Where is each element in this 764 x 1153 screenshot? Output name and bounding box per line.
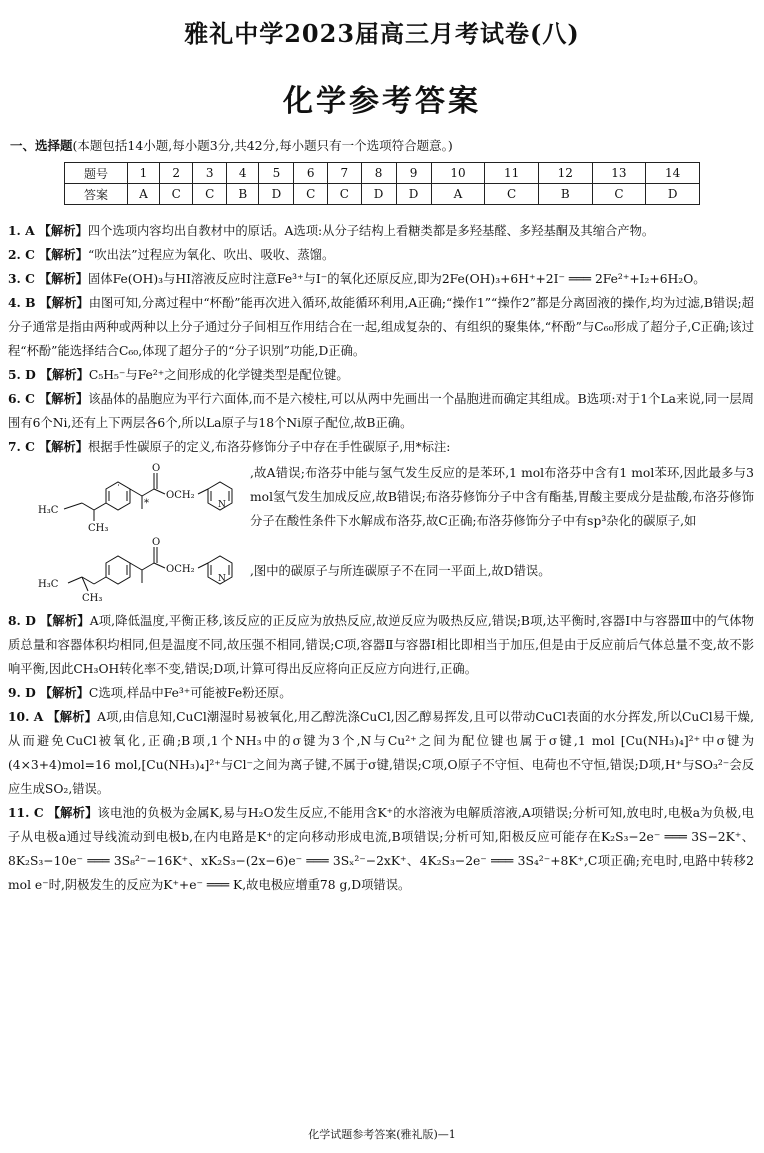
chiral-star-label: * [144, 498, 149, 509]
item-number: 9. D [8, 685, 36, 700]
answer-cell: C [592, 184, 646, 205]
row-label-question: 题号 [65, 163, 128, 184]
question-number: 2 [159, 163, 193, 184]
analysis-tag: 【解析】 [47, 709, 98, 724]
question-number: 14 [646, 163, 700, 184]
question-number: 13 [592, 163, 646, 184]
analysis-tag: 【解析】 [47, 805, 98, 820]
answer-cell: C [485, 184, 539, 205]
item-number: 4. B [8, 295, 36, 310]
ch3-label: CH₃ [82, 593, 103, 604]
question-number: 5 [259, 163, 294, 184]
item-number: 8. D [8, 613, 36, 628]
section-title: 一、选择题 [10, 138, 73, 153]
ch3-label: CH₃ [88, 523, 109, 533]
question-number: 6 [294, 163, 328, 184]
analysis-tag: 【解析】 [38, 223, 88, 238]
answer-cell: C [294, 184, 328, 205]
question-number: 9 [396, 163, 431, 184]
question-number: 11 [485, 163, 539, 184]
explanation-item [8, 219, 754, 243]
explanation-item [8, 243, 754, 267]
item-text: 固体Fe(OH)₃与HI溶液反应时注意Fe³⁺与I⁻的氧化还原反应,即为2Fe(OH)₃+6H⁺+2I⁻ ═══ 2Fe²⁺+I₂+6H₂O。 [88, 272, 706, 286]
h3c-label: H₃C [38, 579, 59, 590]
explanation-item-7 [8, 435, 754, 607]
question-number: 10 [431, 163, 485, 184]
item-text: 该电池的负极为金属K,易与H₂O发生反应,不能用含K⁺的水溶液为电解质溶液,A项错误;分析可知,放电时,电极a为负极,电子从电极a通过导线流动到电极b,在内电路是K⁺的定向移动形成电流,B项错误;分析可知,阳极反应可能存在K₂S₃−2e⁻ ═══ 3S−2K⁺、8K₂S₃−10e⁻ ═══ 3S₈²⁻−16K⁺、xK₂S₃−(2x−6)e⁻ ═══ 3Sₓ²⁻−2xK⁺、4K₂S₃−2e⁻ ═══ 3S₄²⁻+8K⁺,C项正确;充电时,电路中转移2 mol e⁻时,阴极发生的反应为K⁺+e⁻ ═══ K,故电极应增重78 g,D项错误。 [8, 806, 754, 892]
explanation-item [8, 801, 754, 897]
answer-cell: D [396, 184, 431, 205]
chemical-structure-row [8, 535, 754, 607]
svg-text:N: N [218, 500, 226, 510]
item-text: C选项,样品中Fe³⁺可能被Fe粉还原。 [88, 686, 292, 700]
page-footer: 化学试题参考答案(雅礼版)—1 [308, 1128, 456, 1141]
item-number: 5. D [8, 367, 36, 382]
item-text: “吹出法”过程应为氧化、吹出、吸收、蒸馏。 [88, 248, 335, 262]
item-number: 7. C [8, 439, 35, 454]
analysis-tag: 【解析】 [39, 685, 89, 700]
answer-explanations [8, 219, 754, 897]
ibuprofen-ester-structure-sp3 [8, 535, 246, 607]
oxygen-label: O [152, 537, 161, 548]
analysis-tag: 【解析】 [39, 367, 89, 382]
answer-cell: A [128, 184, 160, 205]
section-note: (本题包括14小题,每小题3分,共42分,每小题只有一个选项符合题意。) [72, 138, 453, 153]
item-number: 1. A [8, 223, 35, 238]
analysis-tag: 【解析】 [39, 613, 90, 628]
item-text: A项,由信息知,CuCl潮湿时易被氧化,用乙醇洗涤CuCl,因乙醇易挥发,且可以带动CuCl表面的水分挥发,所以CuCl易干燥,从而避免CuCl被氧化,正确;B项,1个NH₃中的σ键为3个,N与Cu²⁺之间为配位键也属于σ键,1 mol [Cu(NH₃)₄]²⁺中σ键为(4×3+4)mol=16 mol,[Cu(NH₃)₄]²⁺与Cl⁻之间为离子键,不属于σ键,错误;C项,O原子不守恒、电荷也不守恒,错误;D项,H⁺与SO₃²⁻会反应生成SO₂,错误。 [8, 710, 754, 796]
analysis-tag: 【解析】 [38, 439, 89, 454]
item-number: 2. C [8, 247, 35, 262]
item-text: 根据手性碳原子的定义,布洛芬修饰分子中存在手性碳原子,用*标注: [88, 440, 451, 454]
explanation-item [8, 387, 754, 435]
item-text: 由图可知,分离过程中“杯酚”能再次进入循环,故能循环利用,A正确;“操作1”“操作2”都是分离固液的操作,均为过滤,B错误;超分子通常是指由两种或两种以上分子通过分子间相互作用结合在一起,组成复杂的、有组织的聚集体,“杯酚”与C₆₀形成了超分子,C正确;该过程“杯酚”能选择结合C₆₀,体现了超分子的“分子识别”功能,D正确。 [8, 296, 754, 358]
question-number-row [65, 163, 700, 184]
analysis-tag: 【解析】 [38, 247, 89, 262]
answer-row [65, 184, 700, 205]
item-number: 3. C [8, 271, 35, 286]
answer-cell: D [646, 184, 700, 205]
explanation-item [8, 609, 754, 681]
answer-table [64, 162, 700, 205]
explanation-item [8, 705, 754, 801]
question-number: 4 [227, 163, 259, 184]
answer-cell: C [328, 184, 362, 205]
item-text: C₅H₅⁻与Fe²⁺之间形成的化学键类型是配位键。 [88, 368, 349, 382]
answer-cell: B [538, 184, 592, 205]
explanation-item [8, 681, 754, 705]
och2-label: OCH₂ [166, 490, 195, 501]
item-number: 11. C [8, 805, 44, 820]
item7-text-after-structure-2: ,图中的碳原子与所连碳原子不在同一平面上,故D错误。 [250, 564, 551, 578]
answer-cell: D [259, 184, 294, 205]
question-number: 1 [128, 163, 160, 184]
section-heading [10, 136, 453, 154]
analysis-tag: 【解析】 [38, 271, 89, 286]
question-number: 3 [193, 163, 227, 184]
ibuprofen-ester-structure-chiral [8, 461, 246, 533]
explanation-item [8, 363, 754, 387]
oxygen-label: O [152, 463, 161, 474]
item-text: 该晶体的晶胞应为平行六面体,而不是六棱柱,可以从两中先画出一个晶胞进而确定其组成。B选项:对于1个La来说,同一层周围有6个Ni,还有上下两层各6个,所以La原子与18个Ni原子配位,故B正确。 [8, 392, 754, 430]
chemical-structure-row [8, 461, 754, 533]
item-text: A项,降低温度,平衡正移,该反应的正反应为放热反应,故逆反应为吸热反应,错误;B项,达平衡时,容器Ⅰ中与容器Ⅲ中的气体物质总量和容器体积均相同,但是温度不同,故压强不相同,错误;C项,容器Ⅱ与容器Ⅰ相比即相当于加压,但是由于反应前后气体总量不变,故不影响平衡,因此CH₃OH转化率不变,错误;D项,计算可得出反应将向正反应方向进行,正确。 [8, 614, 754, 676]
item-text: 四个选项内容均出自教材中的原话。A选项:从分子结构上看糖类都是多羟基醛、多羟基酮及其缩合产物。 [87, 224, 655, 238]
question-number: 8 [361, 163, 396, 184]
row-label-answer: 答案 [65, 184, 128, 205]
analysis-tag: 【解析】 [38, 391, 89, 406]
h3c-label: H₃C [38, 505, 59, 516]
item7-text-after-structure-1: ,故A错误;布洛芬中能与氢气发生反应的是苯环,1 mol布洛芬中含有1 mol苯环,因此最多与3 mol氢气发生加成反应,故B错误;布洛芬修饰分子中含有酯基,胃酸主要成分是盐酸,布洛芬修饰分子在酸性条件下水解成布洛芬,故C正确;布洛芬修饰分子中有sp³杂化的碳原子,如 [250, 466, 754, 528]
answer-cell: A [431, 184, 485, 205]
document-title: 化学参考答案 [283, 84, 481, 119]
item-number: 10. A [8, 709, 44, 724]
svg-text:N: N [218, 574, 226, 584]
answer-cell: B [227, 184, 259, 205]
analysis-tag: 【解析】 [39, 295, 89, 310]
question-number: 7 [328, 163, 362, 184]
item-number: 6. C [8, 391, 35, 406]
question-number: 12 [538, 163, 592, 184]
explanation-item [8, 267, 754, 291]
answer-cell: C [159, 184, 193, 205]
answer-cell: C [193, 184, 227, 205]
school-title: 雅礼中学2023届高三月考试卷(八) [184, 19, 580, 48]
och2-label: OCH₂ [166, 564, 195, 575]
explanation-item [8, 291, 754, 363]
answer-cell: D [361, 184, 396, 205]
